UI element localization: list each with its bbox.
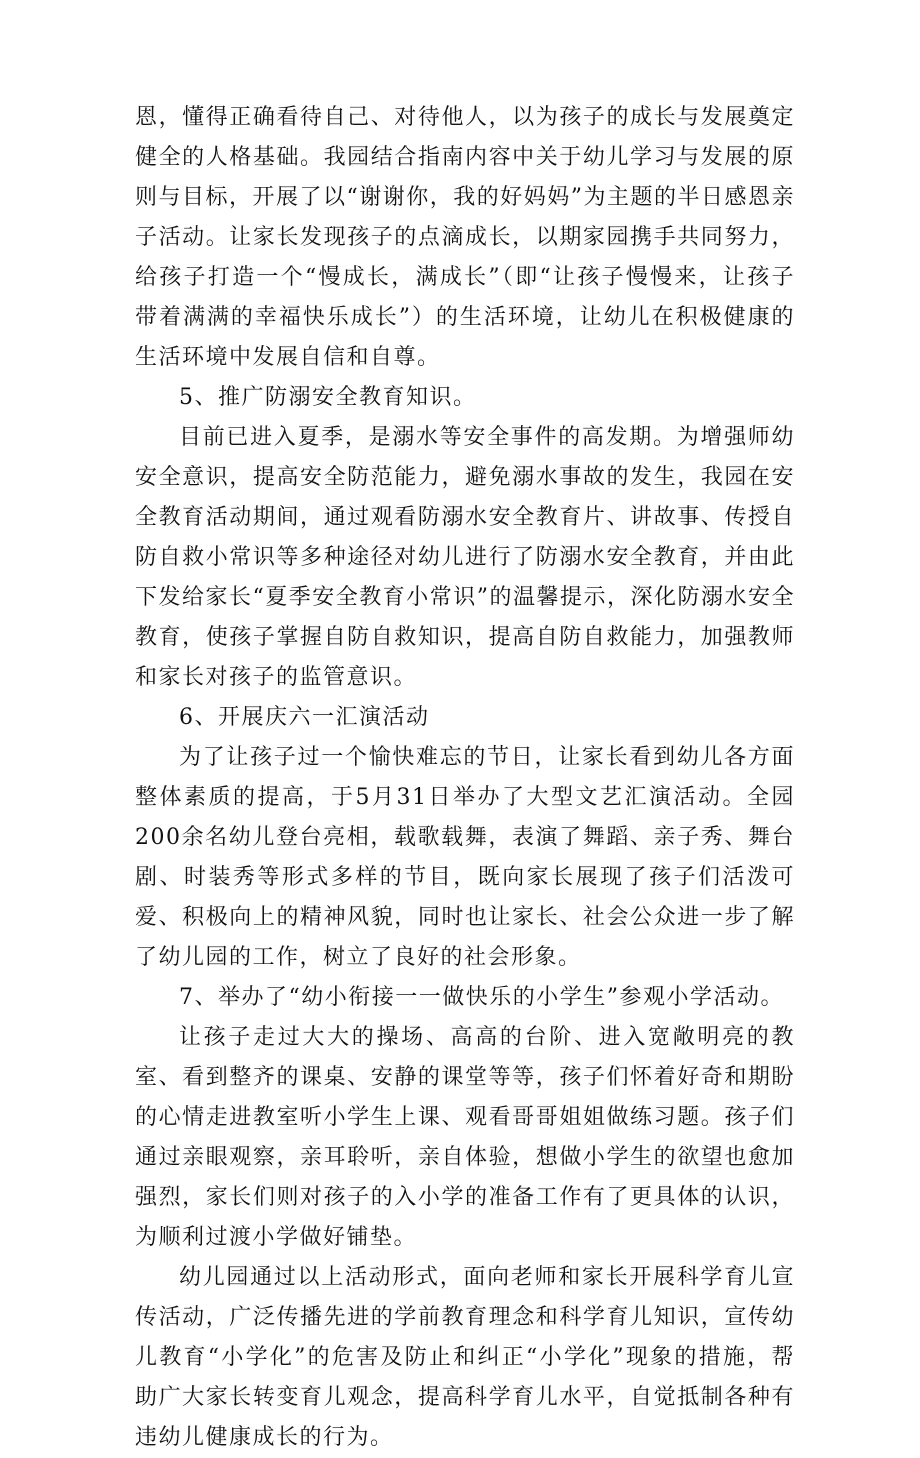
section-heading-5: 5、推广防溺安全教育知识。: [179, 385, 477, 410]
paragraph-drowning-safety: 目前已进入夏季，是溺水等安全事件的高发期。为增强师幼安全意识，提高安全防范能力，避免溺水事故的发生，我园在安全教育活动期间，通过观看防溺水安全教育片、讲故事、传授自防自救小常识等多种途径对幼儿进行了防溺水安全教育，并由此下发给家长“夏季安全教育小常识”的温馨提示，深化防溺水安全教育，使孩子掌握自防自救知识，提高自防自救能力，加强教师和家长对孩子的监管意识。: [135, 425, 795, 690]
paragraph-school-visit: 让孩子走过大大的操场、高高的台阶、进入宽敞明亮的教室、看到整齐的课桌、安静的课堂等等，孩子们怀着好奇和期盼的心情走进教室听小学生上课、观看哥哥姐姐做练习题。孩子们通过亲眼观察，亲耳聆听，亲自体验，想做小学生的欲望也愈加强烈，家长们则对孩子的入小学的准备工作有了更具体的认识，为顺利过渡小学做好铺垫。: [135, 1025, 795, 1250]
paragraph-summary: 幼儿园通过以上活动形式，面向老师和家长开展科学育儿宣传活动，广泛传播先进的学前教育理念和科学育儿知识，宣传幼儿教育“小学化”的危害及防止和纠正“小学化”现象的措施，帮助广大家长转变育儿观念，提高科学育儿水平，自觉抵制各种有违幼儿健康成长的行为。: [135, 1265, 795, 1450]
paragraph-childrens-day-show: 为了让孩子过一个愉快难忘的节日，让家长看到幼儿各方面整体素质的提高，于5月31日举办了大型文艺汇演活动。全园200余名幼儿登台亮相，载歌载舞，表演了舞蹈、亲子秀、舞台剧、时装秀等形式多样的节目，既向家长展现了孩子们活泼可爱、积极向上的精神风貌，同时也让家长、社会公众进一步了解了幼儿园的工作，树立了良好的社会形象。: [135, 745, 795, 970]
document-body: [135, 98, 795, 1458]
section-heading-7: 7、举办了“幼小衔接一一做快乐的小学生”参观小学活动。: [179, 985, 784, 1010]
paragraph-gratitude-activity: 恩，懂得正确看待自己、对待他人，以为孩子的成长与发展奠定健全的人格基础。我园结合指南内容中关于幼儿学习与发展的原则与目标，开展了以“谢谢你，我的好妈妈”为主题的半日感恩亲子活动。让家长发现孩子的点滴成长，以期家园携手共同努力，给孩子打造一个“慢成长，满成长”（即“让孩子慢慢来，让孩子带着满满的幸福快乐成长”）的生活环境，让幼儿在积极健康的生活环境中发展自信和自尊。: [135, 105, 795, 370]
section-heading-6: 6、开展庆六一汇演活动: [179, 705, 430, 730]
